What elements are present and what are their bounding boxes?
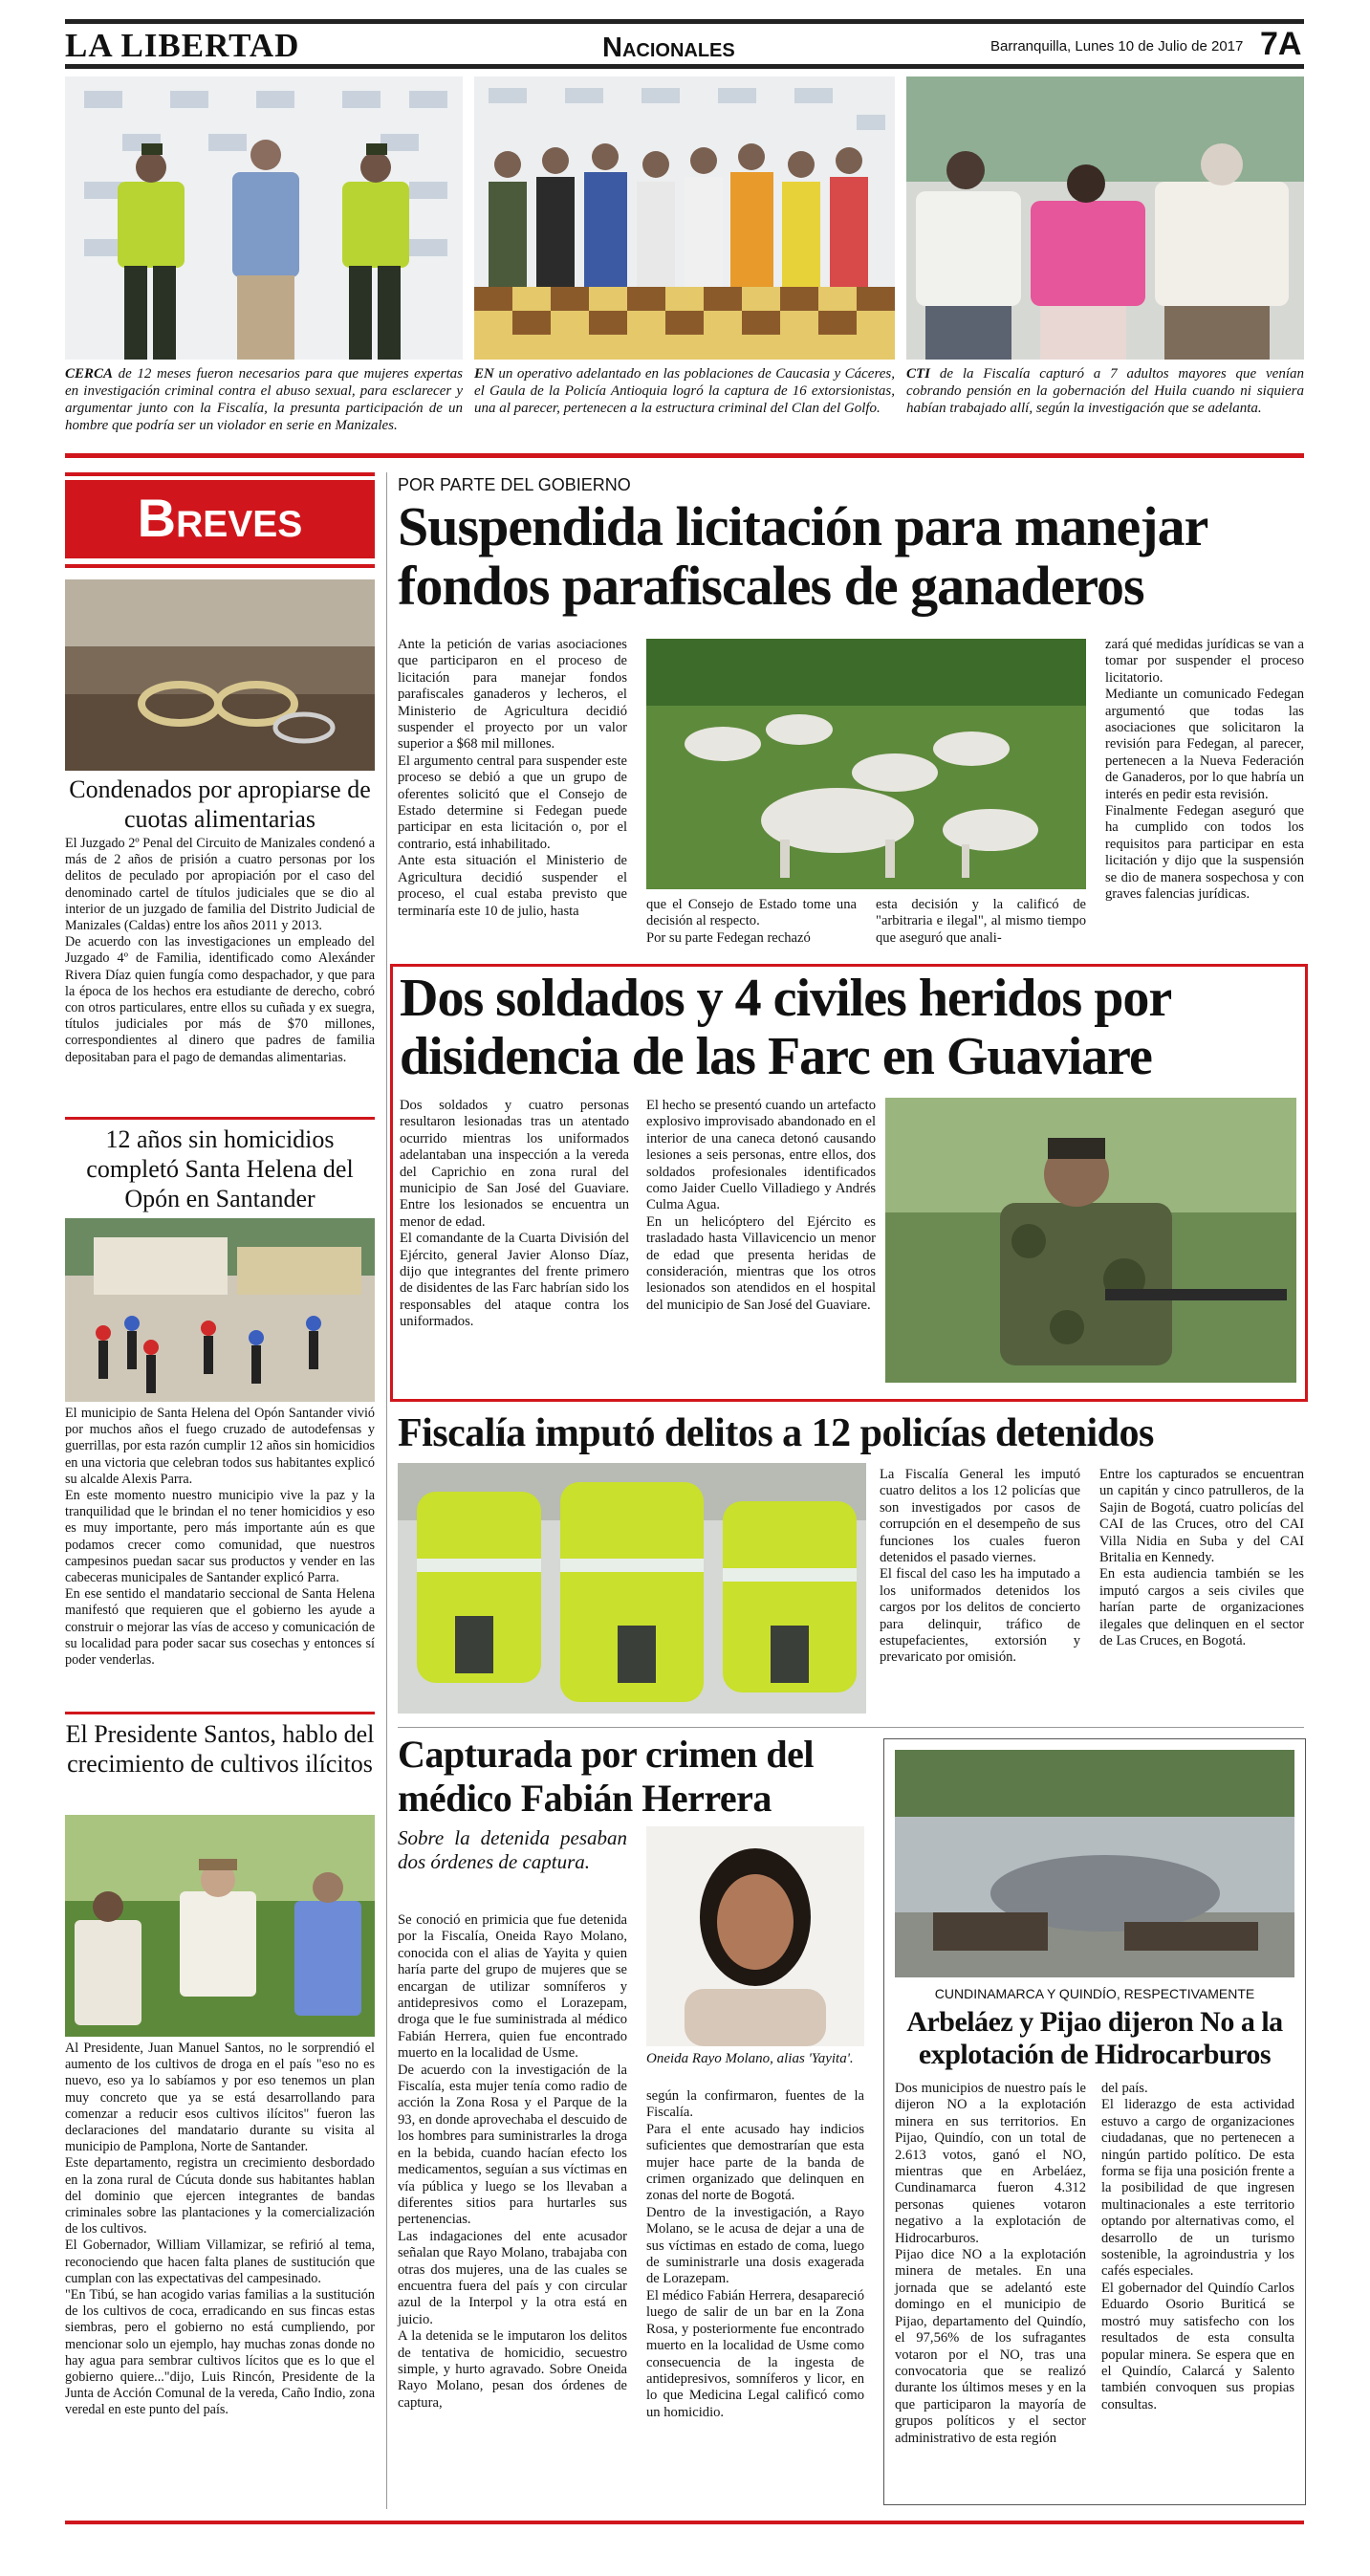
photo-cattle	[646, 639, 1086, 889]
masthead-bottom-rule	[65, 64, 1304, 69]
page-bottom-rule	[65, 2521, 1304, 2524]
lead-kicker: POR PARTE DEL GOBIERNO	[398, 475, 631, 494]
mining-col-2: del país. El liderazgo de esta actividad estuvo a cargo de organizaciones ciudadanas, que no pertenecen a ningún partido político. De esta forma se fija una posición frente a la posibilidad de que ingresen multinacionales a este territorio optando por alternativas como, el desarrollo de un turismo sostenible, la agroindustria y los cafés especiales. El gobernador del Quindío Carlos Eduardo Osorio Buriticá se mostró muy satisfecho con los resultados de esta consulta popular minera. Se espera que en el Quindío, Calarcá y Salento también convoquen sus propias consultas.	[1101, 2081, 1294, 2412]
mining-headline: Arbeláez y Pijao dijeron No a la explotación de Hidrocarburos	[906, 2006, 1283, 2070]
caption-caucasia	[474, 365, 895, 417]
caption-text: de la Fiscalía capturó a 7 adultos mayores que venían cobrando pensión en la gobernación del Huila cuando ni siquiera habían trabajado allí, según la investigación que se adelanta.	[906, 366, 1304, 416]
brief-rule-1	[65, 1117, 375, 1120]
photo-arrest-caucasia	[474, 76, 895, 360]
photo-soldier	[885, 1098, 1296, 1383]
photo-mining	[895, 1750, 1294, 1977]
caption-lead: EN	[474, 366, 494, 382]
breves-banner: Breves	[65, 480, 375, 558]
mid-divider	[398, 1727, 1304, 1728]
photo-santos-crops	[65, 1815, 375, 2037]
lead-col-4: zará qué medidas jurídicas se van a tomar por suspender el proceso licitatorio. Mediante un comunicado Fedegan argumentó que todas las asociaciones que solicitaron la revisión para Fedegan, al parecer, pertenecen a la Nueva Federación de Ganaderos, por lo que habría un interés en pedir esta revisión. Finalmente Fedegan aseguró que ha cumplido con todos los requisitos para participar en esta licitación y dijo que la suspensión se dio de manera sospechosa y con graves falencias jurídicas.	[1105, 637, 1304, 903]
photo-oneida-rayo	[646, 1826, 864, 2046]
section-name: Nacionales	[602, 33, 735, 63]
police-col-1: La Fiscalía General les imputó cuatro delitos a los 12 policías que son investigados por casos de corrupción en el desempeño de sus funciones los cuales fueron detenidos el pasado viernes. El fiscal del caso les ha imputado a los uniformados detenidos los cargos por los delitos de concierto para delinquir, tráfico de estupefacientes, extorsión y prevaricato por omisión.	[880, 1467, 1080, 1666]
photo-oneida-caption: Oneida Rayo Molano, alias 'Yayita'.	[646, 2051, 854, 2066]
police-headline: Fiscalía imputó delitos a 12 policías detenidos	[398, 1411, 1154, 1455]
brief-title-santa-helena: 12 años sin homicidios completó Santa Helena del Opón en Santander	[86, 1125, 354, 1212]
caption-text: un operativo adelantado en las poblaciones de Caucasia y Cáceres, el Gaula de la Policía Antioquia logró la captura de 16 extorsionistas, una al parecer, pertenecen a la estructura criminal del Clan del Golfo.	[474, 366, 895, 416]
paper-name: LA LIBERTAD	[65, 27, 300, 64]
caption-text: de 12 meses fueron necesarios para que mujeres expertas en investigación criminal contra el abuso sexual, para esclarecer y argumentar junto con la Fiscalía, la presunta participación de un hombre que podría ser un violador en serie en Manizales.	[65, 366, 463, 433]
mining-col-1: Dos municipios de nuestro país le dijeron NO a la explotación minera en sus territorios. En Pijao, Quindío, con un total de 2.613 votos, ganó el NO, mientras que en Arbeláez, Cundinamarca fueron 4.312 personas quienes votaron negativo a la explotación de Hidrocarburos. Pijao dice NO a la explotación minera de metales. En una jornada que se adelantó este domingo en el municipio de Pijao, departamento del Quindío, el 97,56% de los sufragantes votaron por el NO, tras una convocatoria que se realizó durante los últimos meses y en la que participaron la mayoría de grupos políticos y el sector administrativo de esta región	[895, 2081, 1086, 2446]
capture-deck: Sobre la detenida pesaban dos órdenes de captura.	[398, 1826, 627, 1873]
caption-huila	[906, 365, 1304, 417]
capture-col-2: según la confirmaron, fuentes de la Fiscalía. Para el ente acusado hay indicios suficientes que demostrarían que esta mujer hace parte de la banda de crimen organizado que delinquen en zonas del norte de Bogotá. Dentro de la investigación, a Rayo Molano, se le acusa de dejar a una de sus víctimas en estado de coma, luego de suministrarle una dosis exagerada de Lorazepam. El médico Fabián Herrera, desapareció luego de salir de un bar en la Zona Rosa, y posteriormente fue encontrado muerto en la localidad de Usme como consecuencia de la ingesta de antidepresivos, somníferos y licor, en lo que Medicina Legal calificó como un homicidio.	[646, 2088, 864, 2420]
photo-police	[398, 1463, 866, 1714]
caption-lead: CTI	[906, 366, 931, 382]
breves-banner-rule	[65, 564, 375, 568]
police-col-2: Entre los capturados se encuentran un capitán y cinco patrulleros, de la Sajin de Bogotá, cuatro policías del CAI de las Cruces, otro del CAI Villa Nidia en Suba y del CAI Britalia en Kennedy. En esta audiencia también se les imputó cargos a seis civiles que harían parte de organizaciones ilegales que delinquen en el sector de Las Cruces, en Bogotá.	[1099, 1467, 1304, 1649]
lead-col-2: que el Consejo de Estado tome una decisión al respecto. Por su parte Fedegan rechazó	[646, 897, 857, 946]
dateline: Barranquilla, Lunes 10 de Julio de 2017	[990, 38, 1244, 55]
brief-rule-2	[65, 1712, 375, 1714]
photo-handcuffs	[65, 579, 375, 771]
breves-top-rule	[65, 472, 375, 476]
farc-headline: Dos soldados y 4 civiles heridos por disidencia de las Farc en Guaviare	[400, 969, 1171, 1086]
brief-body-santos: Al Presidente, Juan Manuel Santos, no le sorprendió el aumento de los cultivos de droga en el país "eso no es nuevo, eso ya lo sabíamos y por eso tenemos un plan muy concreto que ya se está desarrollando para comenzar a reducir esos cultivos ilícitos" fueron las declaraciones del mandatario durante su visita al municipio de Pamplona, Norte de Santander. Este departamento, registra un crecimiento desbordado en la zona rural de Cúcuta donde sus habitantes hablan del dominio que ejercen integrantes de bandas criminales sobre las plantaciones y la comercialización de los cultivos. El Gobernador, William Villamizar, se refirió al tema, reconociendo que hacen falta planes de sustitución que cumplan con las expectativas del campesinado. "En Tibú, se han acogido varias familias a la sustitución de los cultivos de coca, erradicando en sus fincas estas siembras, pero el gobierno no está cumpliendo, por mencionar solo un ejemplo, hay muchas zonas donde no hay agua para sembrar cultivos lícitos que es lo que el gobierno quiere..."dijo, Luis Rincón, Presidente de la Junta de Acción Comunal de la vereda, Caño Indio, zona veredal en este punto del país.	[65, 2041, 375, 2418]
top-section-rule	[65, 453, 1304, 458]
brief-body-santa-helena: El municipio de Santa Helena del Opón Santander vivió por muchos años el fuego cruzado de autodefensas y guerrillas, por esta razón cumplir 12 años sin homicidios en una victoria que celebran todos sus habitantes explicó su alcalde Alexis Parra. En este momento nuestro municipio vive la paz y la tranquilidad que le brindan el no tener homicidios y eso es muy importante, pero más importante aún es que podamos crecer como comunidad, que nuestros campesinos puedan sacar sus productos y vender en las cabeceras municipales de Santander explicó Parra. En ese sentido el mandatario seccional de Santa Helena manifestó que requieren que el gobierno les ayude a construir o mejorar las vías de acceso y comunicación de su localidad para poder sacar sus cosechas y entonces sí poder venderlas.	[65, 1406, 375, 1669]
lead-col-1: Ante la petición de varias asociaciones que participaron en el proceso de licitación para manejar fondos parafiscales ganaderos y lecheros, el Ministerio de Agricultura decidió suspender el proyecto por un valor superior a $68 mil millones. El argumento central para suspender este proceso se debió a que un grupo de oferentes solicitó que el Consejo de Estado determine si Fedegan puede participar en esta licitación o, por el contrario, está inhabilitado. Ante esta situación el Ministerio de Agricultura decidió suspender el proceso, el cual estaba previsto que terminaría este 10 de julio, hasta	[398, 637, 627, 919]
brief-title-cuotas: Condenados por apropiarse de cuotas alimentarias	[69, 775, 371, 833]
lead-col-3: esta decisión y la calificó de "arbitraria e ilegal", al mismo tiempo que aseguró que anali-	[876, 897, 1086, 946]
caption-manizales	[65, 365, 463, 434]
brief-body-cuotas: El Juzgado 2º Penal del Circuito de Manizales condenó a más de 2 años de prisión a cuatro personas por los delitos de peculado por apropiación por el caso del denominado cartel de títulos judiciales que se dio al interior de un juzgado de familia del Distrito Judicial de Manizales (Caldas) entre los años 2011 y 2013. De acuerdo con las investigaciones un empleado del Juzgado 4º de Familia, identificado como Alexánder Rivera Díaz quien fungía como despachador, y que para la época de los hechos era estudiante de derecho, cobró con otros particulares, entre ellos su cuñada y ex suegra, títulos judiciales por más de $70 millones, correspondientes al dinero que padres de familia depositaban para el pago de demandas alimentarias.	[65, 836, 375, 1065]
photo-santa-helena	[65, 1218, 375, 1402]
masthead-top-rule	[65, 19, 1304, 24]
farc-col-2: El hecho se presentó cuando un artefacto explosivo improvisado abandonado en el interior de una caneca detonó causando lesiones a seis personas, entre ellos, dos soldados profesionales identificados como Jaider Cuello Villadiego y Andrés Culma Agua. En un helicóptero del Ejército es trasladado hasta Villavicencio un menor de edad que presenta heridas de consideración, mientras que los otros lesionados son atendidos en el hospital del municipio de San José del Guaviare.	[646, 1098, 876, 1313]
lead-headline: Suspendida licitación para manejar fondos parafiscales de ganaderos	[398, 495, 1207, 617]
left-column-divider	[386, 472, 387, 2509]
capture-headline: Capturada por crimen del médico Fabián Herrera	[398, 1733, 815, 1820]
page-number: 7A	[1260, 26, 1302, 62]
farc-col-1: Dos soldados y cuatro personas resultaron lesionadas tras un atentado ocurrido mientras los uniformados adelantaban una inspección a la vereda del Caprichio en zona rural del municipio de San José del Guaviare. Entre los lesionados se encuentra un menor de edad. El comandante de la Cuarta División del Ejército, general Javier Alonso Díaz, dijo que integrantes del frente primero de disidentes de las Farc habrían sido los responsables del ataque contra los uniformados.	[400, 1098, 629, 1330]
brief-title-santos: El Presidente Santos, hablo del crecimiento de cultivos ilícitos	[65, 1720, 375, 1778]
capture-col-1: Se conoció en primicia que fue detenida por la Fiscalía, Oneida Rayo Molano, conocida con el alias de Yayita y quien haría parte del grupo de mujeres que se encargan de utilizar somníferos y antidepresivos como el Lorazepam, droga que le fue suministrada al médico Fabián Herrera, quien fue encontrado muerto en la localidad de Usme. De acuerdo con la investigación de la Fiscalía, esta mujer tenía como radio de acción la Zona Rosa y el Parque de la 93, en donde aprovechaba el descuido de los hombres para suministrarles la droga en la bebida, cuando hacían efecto los medicamentos, seguían a sus víctimas en vía pública y luego se los llevaban a diferentes sitios para hurtarles sus pertenencias. Las indagaciones del ente acusador señalan que Rayo Molano, trabajaba con otras dos mujeres, una de las cuales se encuentra fuera del país y con circular azul de la Interpol y la otra está en juicio. A la detenida se le imputaron los delitos de tentativa de homicidio, secuestro simple, y hurto agravado. Sobre Oneida Rayo Molano, pesan dos órdenes de captura,	[398, 1912, 627, 2411]
mining-kicker: CUNDINAMARCA Y QUINDÍO, RESPECTIVAMENTE	[934, 1986, 1255, 2001]
caption-lead: CERCA	[65, 366, 114, 382]
photo-elderly-huila	[906, 76, 1304, 360]
photo-arrest-manizales	[65, 76, 463, 360]
